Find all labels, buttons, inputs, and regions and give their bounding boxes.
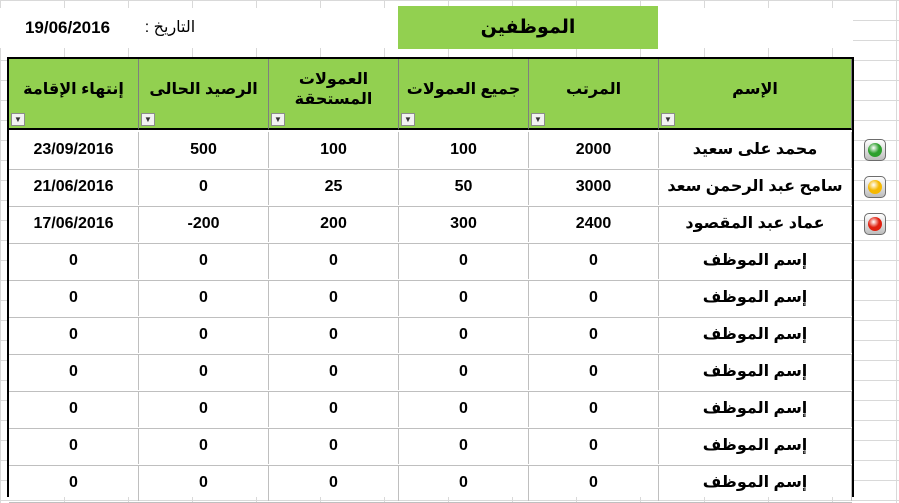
column-header-label: المرتب [565, 80, 622, 98]
cell-balance[interactable]: 0 [139, 465, 269, 501]
status-light-icon [864, 139, 886, 161]
cell-balance[interactable]: 0 [139, 280, 269, 316]
table-row [9, 169, 852, 207]
cell-all-commissions[interactable]: 0 [399, 280, 529, 316]
column-header-balance[interactable] [139, 59, 269, 130]
date-value[interactable]: 19/06/2016 [0, 8, 135, 48]
empty-cell[interactable] [658, 8, 853, 48]
table-row [9, 391, 852, 429]
cell-salary[interactable]: 3000 [529, 169, 659, 205]
cell-balance[interactable]: 500 [139, 132, 269, 168]
cell-all-commissions[interactable]: 0 [399, 428, 529, 464]
column-header-label: الإسم [732, 80, 778, 98]
cell-residency-end[interactable]: 21/06/2016 [9, 169, 139, 205]
cell-name[interactable]: إسم الموظف [659, 243, 852, 279]
table-row [9, 243, 852, 281]
table-row [9, 317, 852, 355]
cell-salary[interactable]: 2400 [529, 206, 659, 242]
filter-dropdown-icon[interactable]: ▼ [661, 113, 675, 126]
cell-due-commissions[interactable]: 0 [269, 428, 399, 464]
cell-residency-end[interactable]: 0 [9, 243, 139, 279]
cell-balance[interactable]: 0 [139, 354, 269, 390]
red-dot-icon [868, 217, 882, 231]
cell-residency-end[interactable]: 0 [9, 354, 139, 390]
cell-due-commissions[interactable]: 100 [269, 132, 399, 168]
cell-residency-end[interactable]: 0 [9, 280, 139, 316]
status-light-icon [864, 213, 886, 235]
cell-all-commissions[interactable]: 0 [399, 465, 529, 501]
cell-salary[interactable]: 0 [529, 391, 659, 427]
column-header-label: الرصيد الحالى [149, 80, 258, 98]
cell-balance[interactable]: 0 [139, 391, 269, 427]
cell-salary[interactable]: 0 [529, 243, 659, 279]
cell-name[interactable]: سامح عبد الرحمن سعد [659, 169, 852, 205]
cell-all-commissions[interactable]: 300 [399, 206, 529, 242]
cell-name[interactable]: إسم الموظف [659, 280, 852, 316]
cell-residency-end[interactable]: 0 [9, 465, 139, 501]
cell-name[interactable]: إسم الموظف [659, 317, 852, 353]
filter-dropdown-icon[interactable]: ▼ [531, 113, 545, 126]
cell-due-commissions[interactable]: 0 [269, 465, 399, 501]
table-row [9, 132, 852, 170]
status-light-icon [864, 176, 886, 198]
cell-balance[interactable]: 0 [139, 243, 269, 279]
cell-salary[interactable]: 0 [529, 280, 659, 316]
cell-balance[interactable]: 0 [139, 428, 269, 464]
cell-due-commissions[interactable]: 25 [269, 169, 399, 205]
column-header-label: العمولات المستحقة [294, 70, 373, 108]
filter-dropdown-icon[interactable]: ▼ [141, 113, 155, 126]
filter-dropdown-icon[interactable]: ▼ [271, 113, 285, 126]
column-header-name[interactable] [659, 59, 852, 130]
cell-residency-end[interactable]: 17/06/2016 [9, 206, 139, 242]
column-header-due-commissions[interactable] [269, 59, 399, 130]
cell-due-commissions[interactable]: 0 [269, 280, 399, 316]
cell-all-commissions[interactable]: 100 [399, 132, 529, 168]
cell-salary[interactable]: 0 [529, 354, 659, 390]
cell-all-commissions[interactable]: 0 [399, 354, 529, 390]
column-header-salary[interactable] [529, 59, 659, 130]
cell-due-commissions[interactable]: 0 [269, 354, 399, 390]
column-header-residency-end[interactable] [9, 59, 139, 130]
cell-all-commissions[interactable]: 0 [399, 243, 529, 279]
cell-balance[interactable]: 0 [139, 317, 269, 353]
cell-salary[interactable]: 2000 [529, 132, 659, 168]
column-header-label: جميع العمولات [406, 80, 521, 98]
column-header-all-commissions[interactable] [399, 59, 529, 130]
cell-residency-end[interactable]: 0 [9, 317, 139, 353]
cell-all-commissions[interactable]: 50 [399, 169, 529, 205]
empty-cell[interactable] [205, 8, 398, 48]
cell-name[interactable]: إسم الموظف [659, 391, 852, 427]
cell-due-commissions[interactable]: 200 [269, 206, 399, 242]
employees-table [7, 57, 854, 497]
cell-salary[interactable]: 0 [529, 428, 659, 464]
filter-dropdown-icon[interactable]: ▼ [11, 113, 25, 126]
table-row [9, 354, 852, 392]
table-row [9, 280, 852, 318]
cell-due-commissions[interactable]: 0 [269, 243, 399, 279]
cell-salary[interactable]: 0 [529, 317, 659, 353]
yellow-dot-icon [868, 180, 882, 194]
table-row [9, 428, 852, 466]
sheet-title[interactable]: الموظفين [398, 6, 658, 49]
cell-name[interactable]: محمد على سعيد [659, 132, 852, 168]
cell-balance[interactable]: -200 [139, 206, 269, 242]
table-row [9, 465, 852, 503]
table-row [9, 206, 852, 244]
cell-all-commissions[interactable]: 0 [399, 317, 529, 353]
cell-salary[interactable]: 0 [529, 465, 659, 501]
green-dot-icon [868, 143, 882, 157]
filter-dropdown-icon[interactable]: ▼ [401, 113, 415, 126]
cell-residency-end[interactable]: 0 [9, 391, 139, 427]
cell-due-commissions[interactable]: 0 [269, 391, 399, 427]
cell-name[interactable]: عماد عبد المقصود [659, 206, 852, 242]
date-label: التاريخ : [135, 8, 205, 48]
cell-name[interactable]: إسم الموظف [659, 465, 852, 501]
cell-due-commissions[interactable]: 0 [269, 317, 399, 353]
column-header-label: إنتهاء الإقامة [23, 80, 124, 98]
cell-all-commissions[interactable]: 0 [399, 391, 529, 427]
cell-residency-end[interactable]: 0 [9, 428, 139, 464]
cell-name[interactable]: إسم الموظف [659, 354, 852, 390]
cell-name[interactable]: إسم الموظف [659, 428, 852, 464]
cell-residency-end[interactable]: 23/09/2016 [9, 132, 139, 168]
cell-balance[interactable]: 0 [139, 169, 269, 205]
